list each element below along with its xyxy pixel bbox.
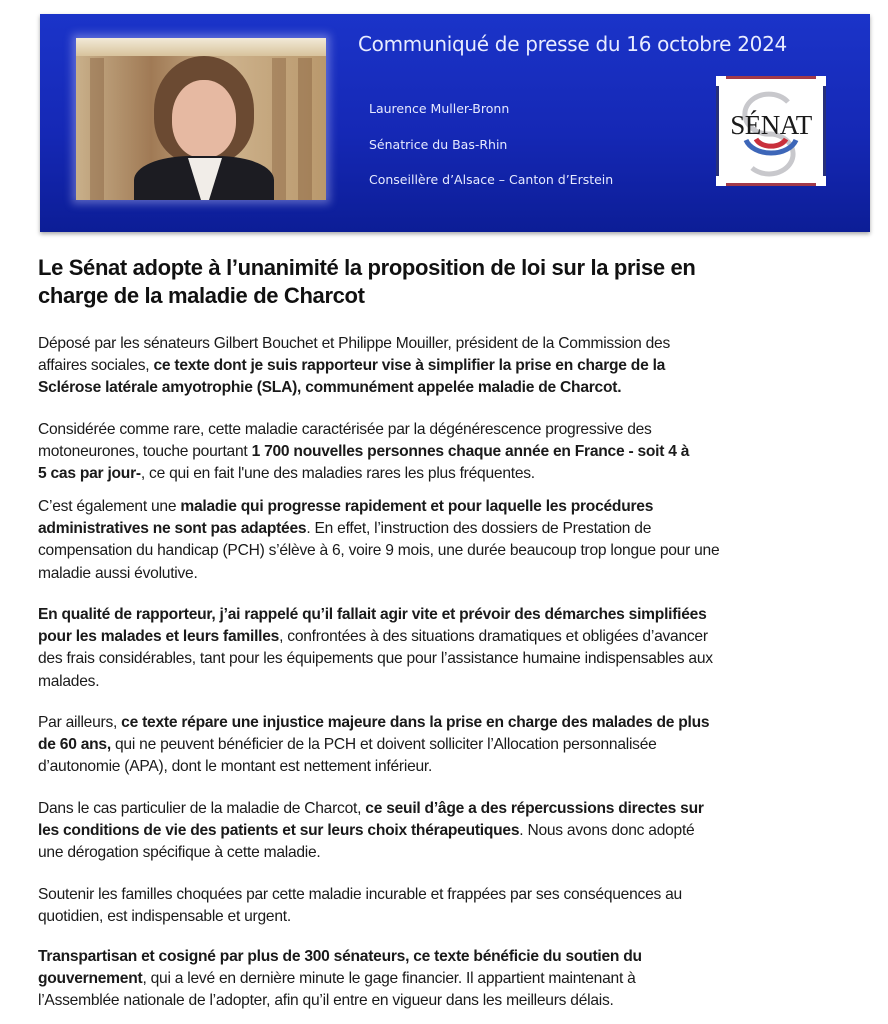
text: . Nous avons donc adopté (519, 822, 695, 840)
paragraph-line (38, 990, 878, 1012)
paragraph-line (38, 604, 878, 626)
press-release-heading: Communiqué de presse du 16 octobre 2024 (358, 32, 787, 56)
paragraph-line (38, 463, 878, 485)
text: C’est également une (38, 498, 181, 515)
bold-text: pour les malades et leurs familles (38, 628, 280, 646)
senat-logo (716, 76, 826, 186)
article-paragraph (38, 496, 878, 585)
paragraph-line (38, 946, 878, 968)
text: une dérogation spécifique à cette maladie. (38, 844, 321, 862)
bold-text: Sclérose latérale amyotrophie (SLA), communément appelée maladie de Charcot. (38, 379, 622, 397)
text: , confrontées à des situations dramatiques et obligées d’avancer (279, 628, 708, 646)
paragraph-line (38, 626, 878, 648)
text: des frais considérables, tant pour les équipements que pour l’assistance humaine indispensables aux (38, 650, 713, 668)
bold-text: ce texte répare une injustice majeure dans la prise en charge des malades de plus (121, 714, 710, 731)
bold-text: Transpartisan et cosigné par plus de 300 sénateurs, ce texte bénéficie du soutien du (38, 948, 642, 965)
bold-text: 5 cas par jour- (38, 465, 141, 483)
bold-text: administratives ne sont pas adaptées (38, 520, 307, 538)
paragraph-line (38, 518, 878, 540)
bold-text: ce texte dont je suis rapporteur vise à simplifier la prise en charge de la (153, 357, 666, 375)
bold-text: gouvernement (38, 970, 143, 988)
senator-office: Conseillère d’Alsace – Canton d’Erstein (369, 172, 614, 187)
article-paragraph (38, 419, 878, 486)
paragraph-line (38, 756, 878, 778)
paragraph-line (38, 540, 878, 562)
article-paragraph (38, 712, 878, 779)
title-line: Le Sénat adopte à l’unanimité la proposition de loi sur la prise en (38, 255, 696, 280)
article-paragraph (38, 946, 878, 1013)
text: maladie aussi évolutive. (38, 564, 198, 582)
text: , qui a levé en dernière minute le gage financier. Il appartient maintenant à (142, 970, 636, 988)
text: affaires sociales, (38, 357, 154, 375)
text: malades. (38, 672, 100, 690)
press-release-banner (40, 14, 870, 232)
portrait-face (172, 80, 236, 158)
paragraph-line (38, 563, 878, 585)
text: , ce qui en fait l'une des maladies rares les plus fréquentes. (140, 465, 535, 483)
photo-bookshelf (298, 58, 312, 200)
text: d’autonomie (APA), dont le montant est nettement inférieur. (38, 758, 433, 776)
text: compensation du handicap (PCH) s’élève à 6, voire 9 mois, une durée beaucoup trop longue pour une (38, 542, 720, 560)
paragraph-line (38, 671, 878, 693)
photo-ceiling-light (76, 38, 326, 56)
paragraph-line (38, 355, 878, 377)
paragraph-line (38, 333, 878, 355)
logo-wordmark: SÉNAT (730, 110, 812, 140)
senator-name: Laurence Muller-Bronn (369, 101, 510, 116)
paragraph-line (38, 820, 878, 842)
text: Considérée comme rare, cette maladie caractérisée par la dégénérescence progressive des (38, 421, 652, 438)
text: l’Assemblée nationale de l’adopter, afin qu’il entre en vigueur dans les meilleurs délais. (38, 992, 614, 1010)
text: motoneurones, touche pourtant (38, 443, 252, 461)
text: Dans le cas particulier de la maladie de Charcot, (38, 800, 366, 817)
bold-text: En qualité de rapporteur, j’ai rappelé qu’il fallait agir vite et prévoir des démarches simplifiées (38, 606, 707, 623)
photo-bookshelf (272, 58, 286, 200)
text: qui ne peuvent bénéficier de la PCH et doivent solliciter l’Allocation personnalisée (110, 736, 657, 754)
bold-text: maladie qui progresse rapidement et pour laquelle les procédures (180, 498, 654, 515)
paragraph-line (38, 906, 878, 928)
senator-portrait-photo (76, 38, 326, 200)
text: quotidien, est indispensable et urgent. (38, 908, 291, 926)
bold-text: 1 700 nouvelles personnes chaque année en France - soit 4 à (251, 443, 690, 461)
bold-text: de 60 ans, (38, 736, 111, 754)
paragraph-line (38, 712, 878, 734)
paragraph-line (38, 648, 878, 670)
senator-role: Sénatrice du Bas-Rhin (369, 137, 508, 152)
paragraph-line (38, 496, 878, 518)
article-paragraph (38, 333, 878, 400)
article-paragraph (38, 604, 878, 693)
paragraph-line (38, 968, 878, 990)
text: Déposé par les sénateurs Gilbert Bouchet et Philippe Mouiller, président de la Commission des (38, 335, 671, 352)
paragraph-line (38, 798, 878, 820)
bold-text: les conditions de vie des patients et sur leurs choix thérapeutiques (38, 822, 520, 840)
text: . En effet, l’instruction des dossiers de Prestation de (306, 520, 652, 538)
article-title (38, 254, 858, 310)
paragraph-line (38, 419, 878, 441)
paragraph-line (38, 441, 878, 463)
paragraph-line (38, 842, 878, 864)
bold-text: ce seuil d’âge a des répercussions directes sur (365, 800, 704, 817)
paragraph-line (38, 884, 878, 906)
article-paragraph (38, 884, 878, 928)
title-line: charge de la maladie de Charcot (38, 283, 365, 308)
text: Par ailleurs, (38, 714, 122, 731)
paragraph-line (38, 377, 878, 399)
paragraph-line (38, 734, 878, 756)
article-paragraph (38, 798, 878, 865)
text: Soutenir les familles choquées par cette maladie incurable et frappées par ses conséquences au (38, 886, 682, 903)
photo-bookshelf (90, 58, 104, 200)
